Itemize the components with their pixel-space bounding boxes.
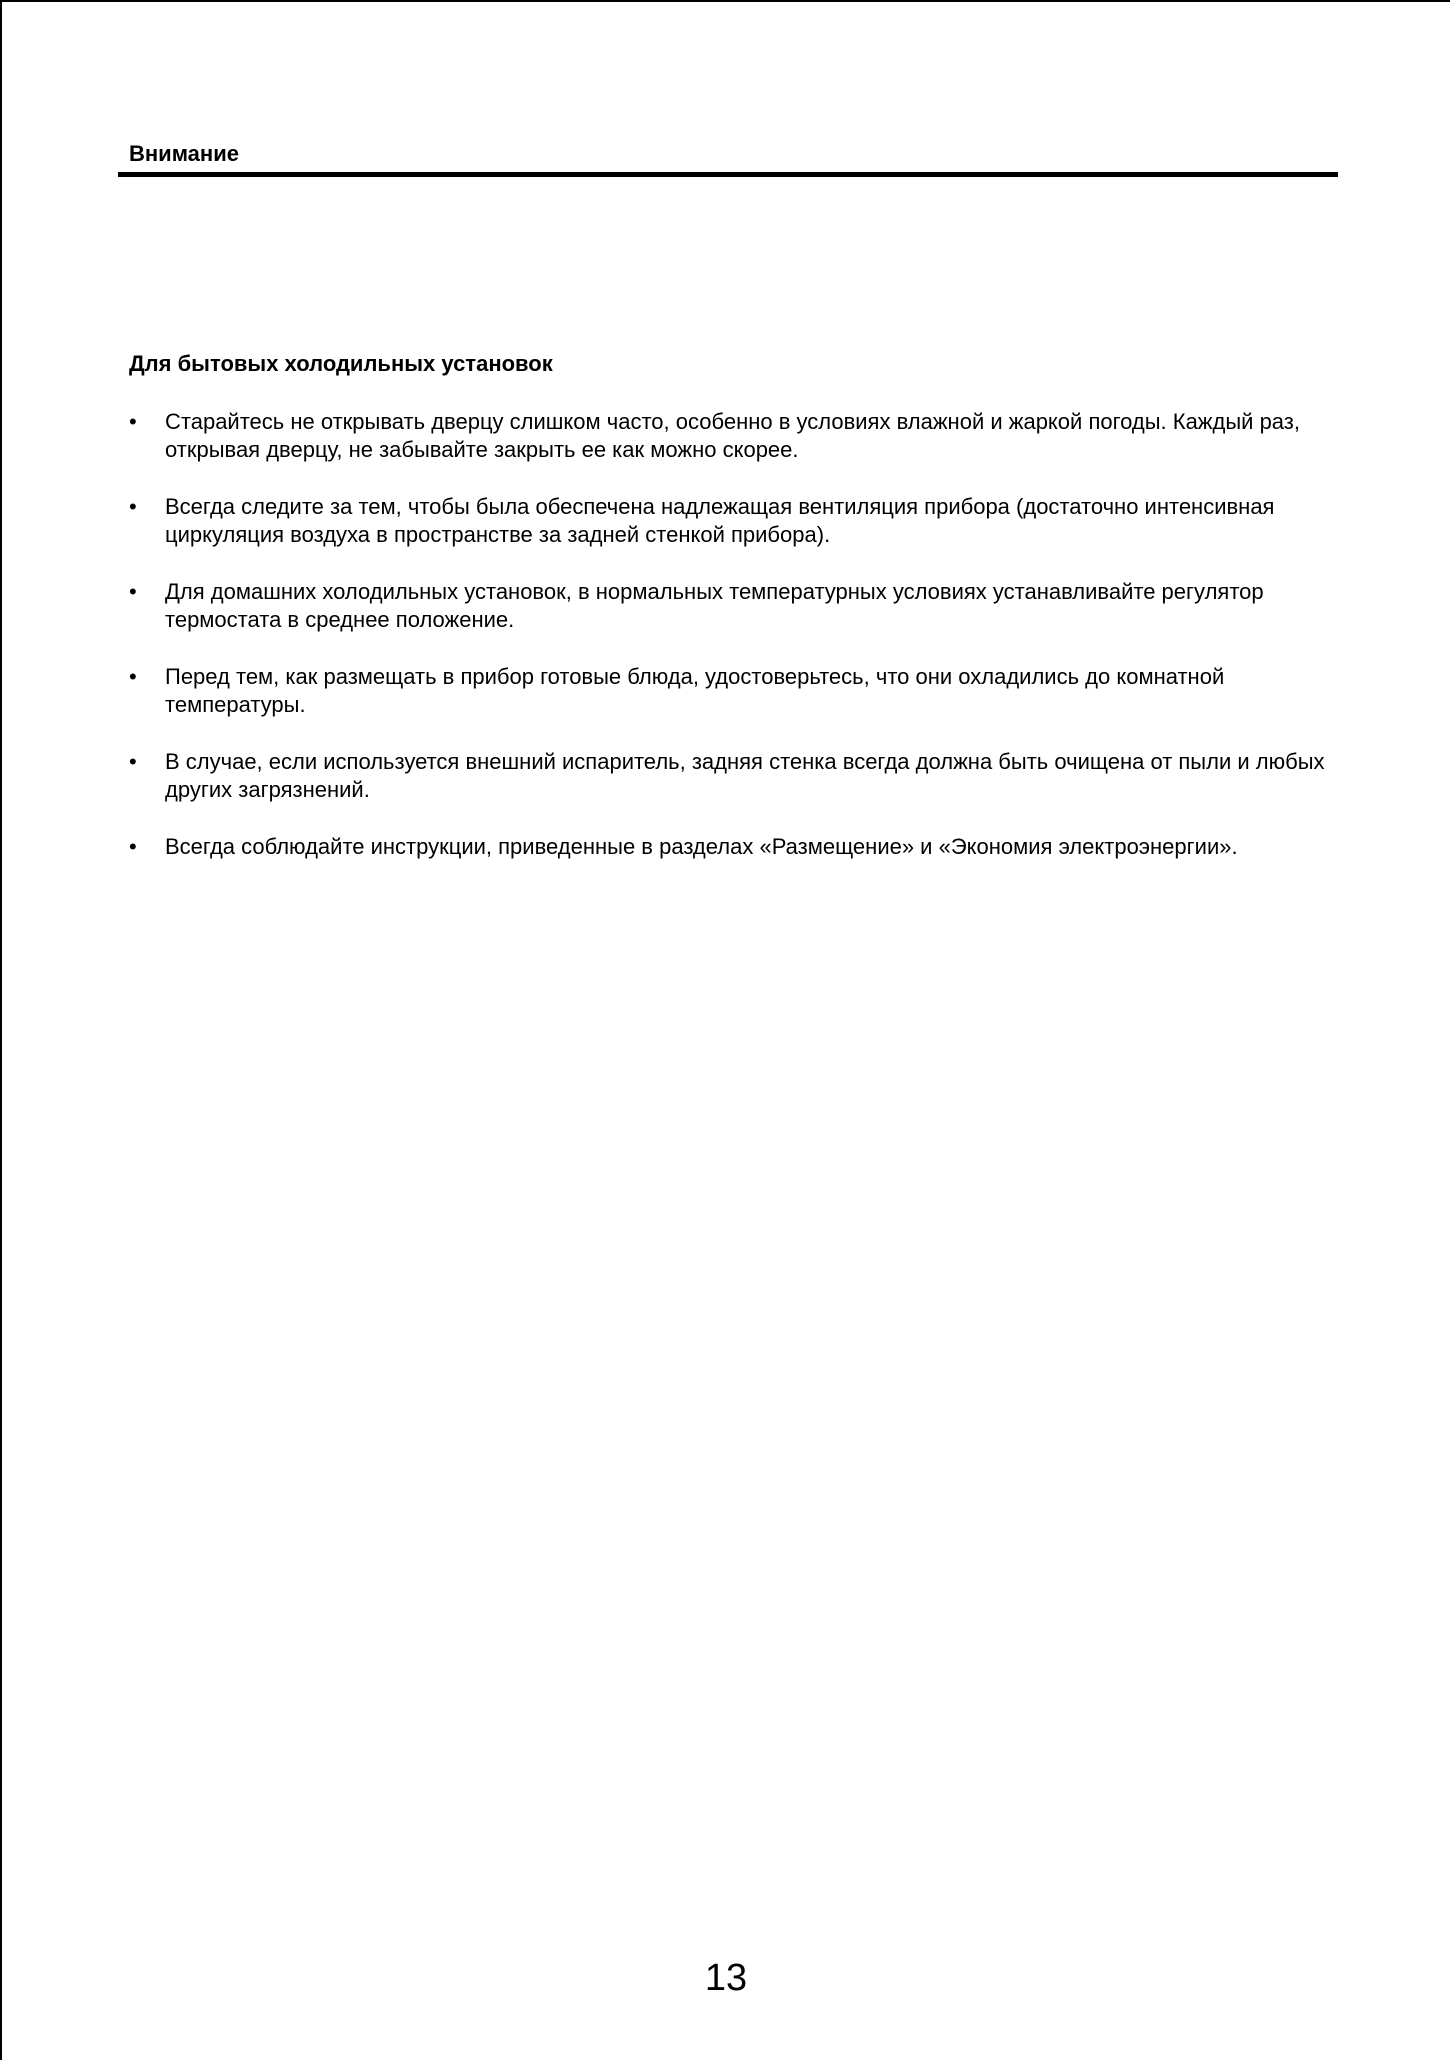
header-divider	[118, 172, 1338, 177]
list-item	[129, 493, 1339, 549]
bullet-icon: •	[129, 409, 137, 434]
list-item	[129, 663, 1339, 719]
page-header-title: Внимание	[129, 141, 239, 166]
list-item	[129, 833, 1339, 861]
list-item-text: В случае, если используется внешний испаритель, задняя стенка всегда должна быть очищена от пыли и любых других загрязнений.	[165, 749, 1325, 802]
list-item	[129, 408, 1339, 464]
list-item-text: Перед тем, как размещать в прибор готовые блюда, удостоверьтесь, что они охладились до комнатной температуры.	[165, 664, 1225, 717]
bullet-icon: •	[129, 664, 137, 689]
page-number: 13	[704, 1957, 748, 1999]
section-title: Для бытовых холодильных установок	[129, 351, 553, 376]
bullet-icon: •	[129, 749, 137, 774]
list-item-text: Всегда соблюдайте инструкции, приведенные в разделах «Размещение» и «Экономия электроэнергии».	[165, 834, 1238, 859]
bullet-list	[129, 408, 1339, 890]
list-item-text: Всегда следите за тем, чтобы была обеспечена надлежащая вентиляция прибора (достаточно интенсивная циркуляция воздуха в пространстве за задней стенкой прибора).	[165, 494, 1275, 547]
bullet-icon: •	[129, 834, 137, 859]
list-item	[129, 748, 1339, 804]
list-item-text: Для домашних холодильных установок, в нормальных температурных условиях устанавливайте регулятор термостата в среднее положение.	[165, 579, 1264, 632]
list-item	[129, 578, 1339, 634]
bullet-icon: •	[129, 579, 137, 604]
list-item-text: Старайтесь не открывать дверцу слишком часто, особенно в условиях влажной и жаркой погоды. Каждый раз, открывая дверцу, не забывайте закрыть ее как можно скорее.	[165, 409, 1300, 462]
bullet-icon: •	[129, 494, 137, 519]
